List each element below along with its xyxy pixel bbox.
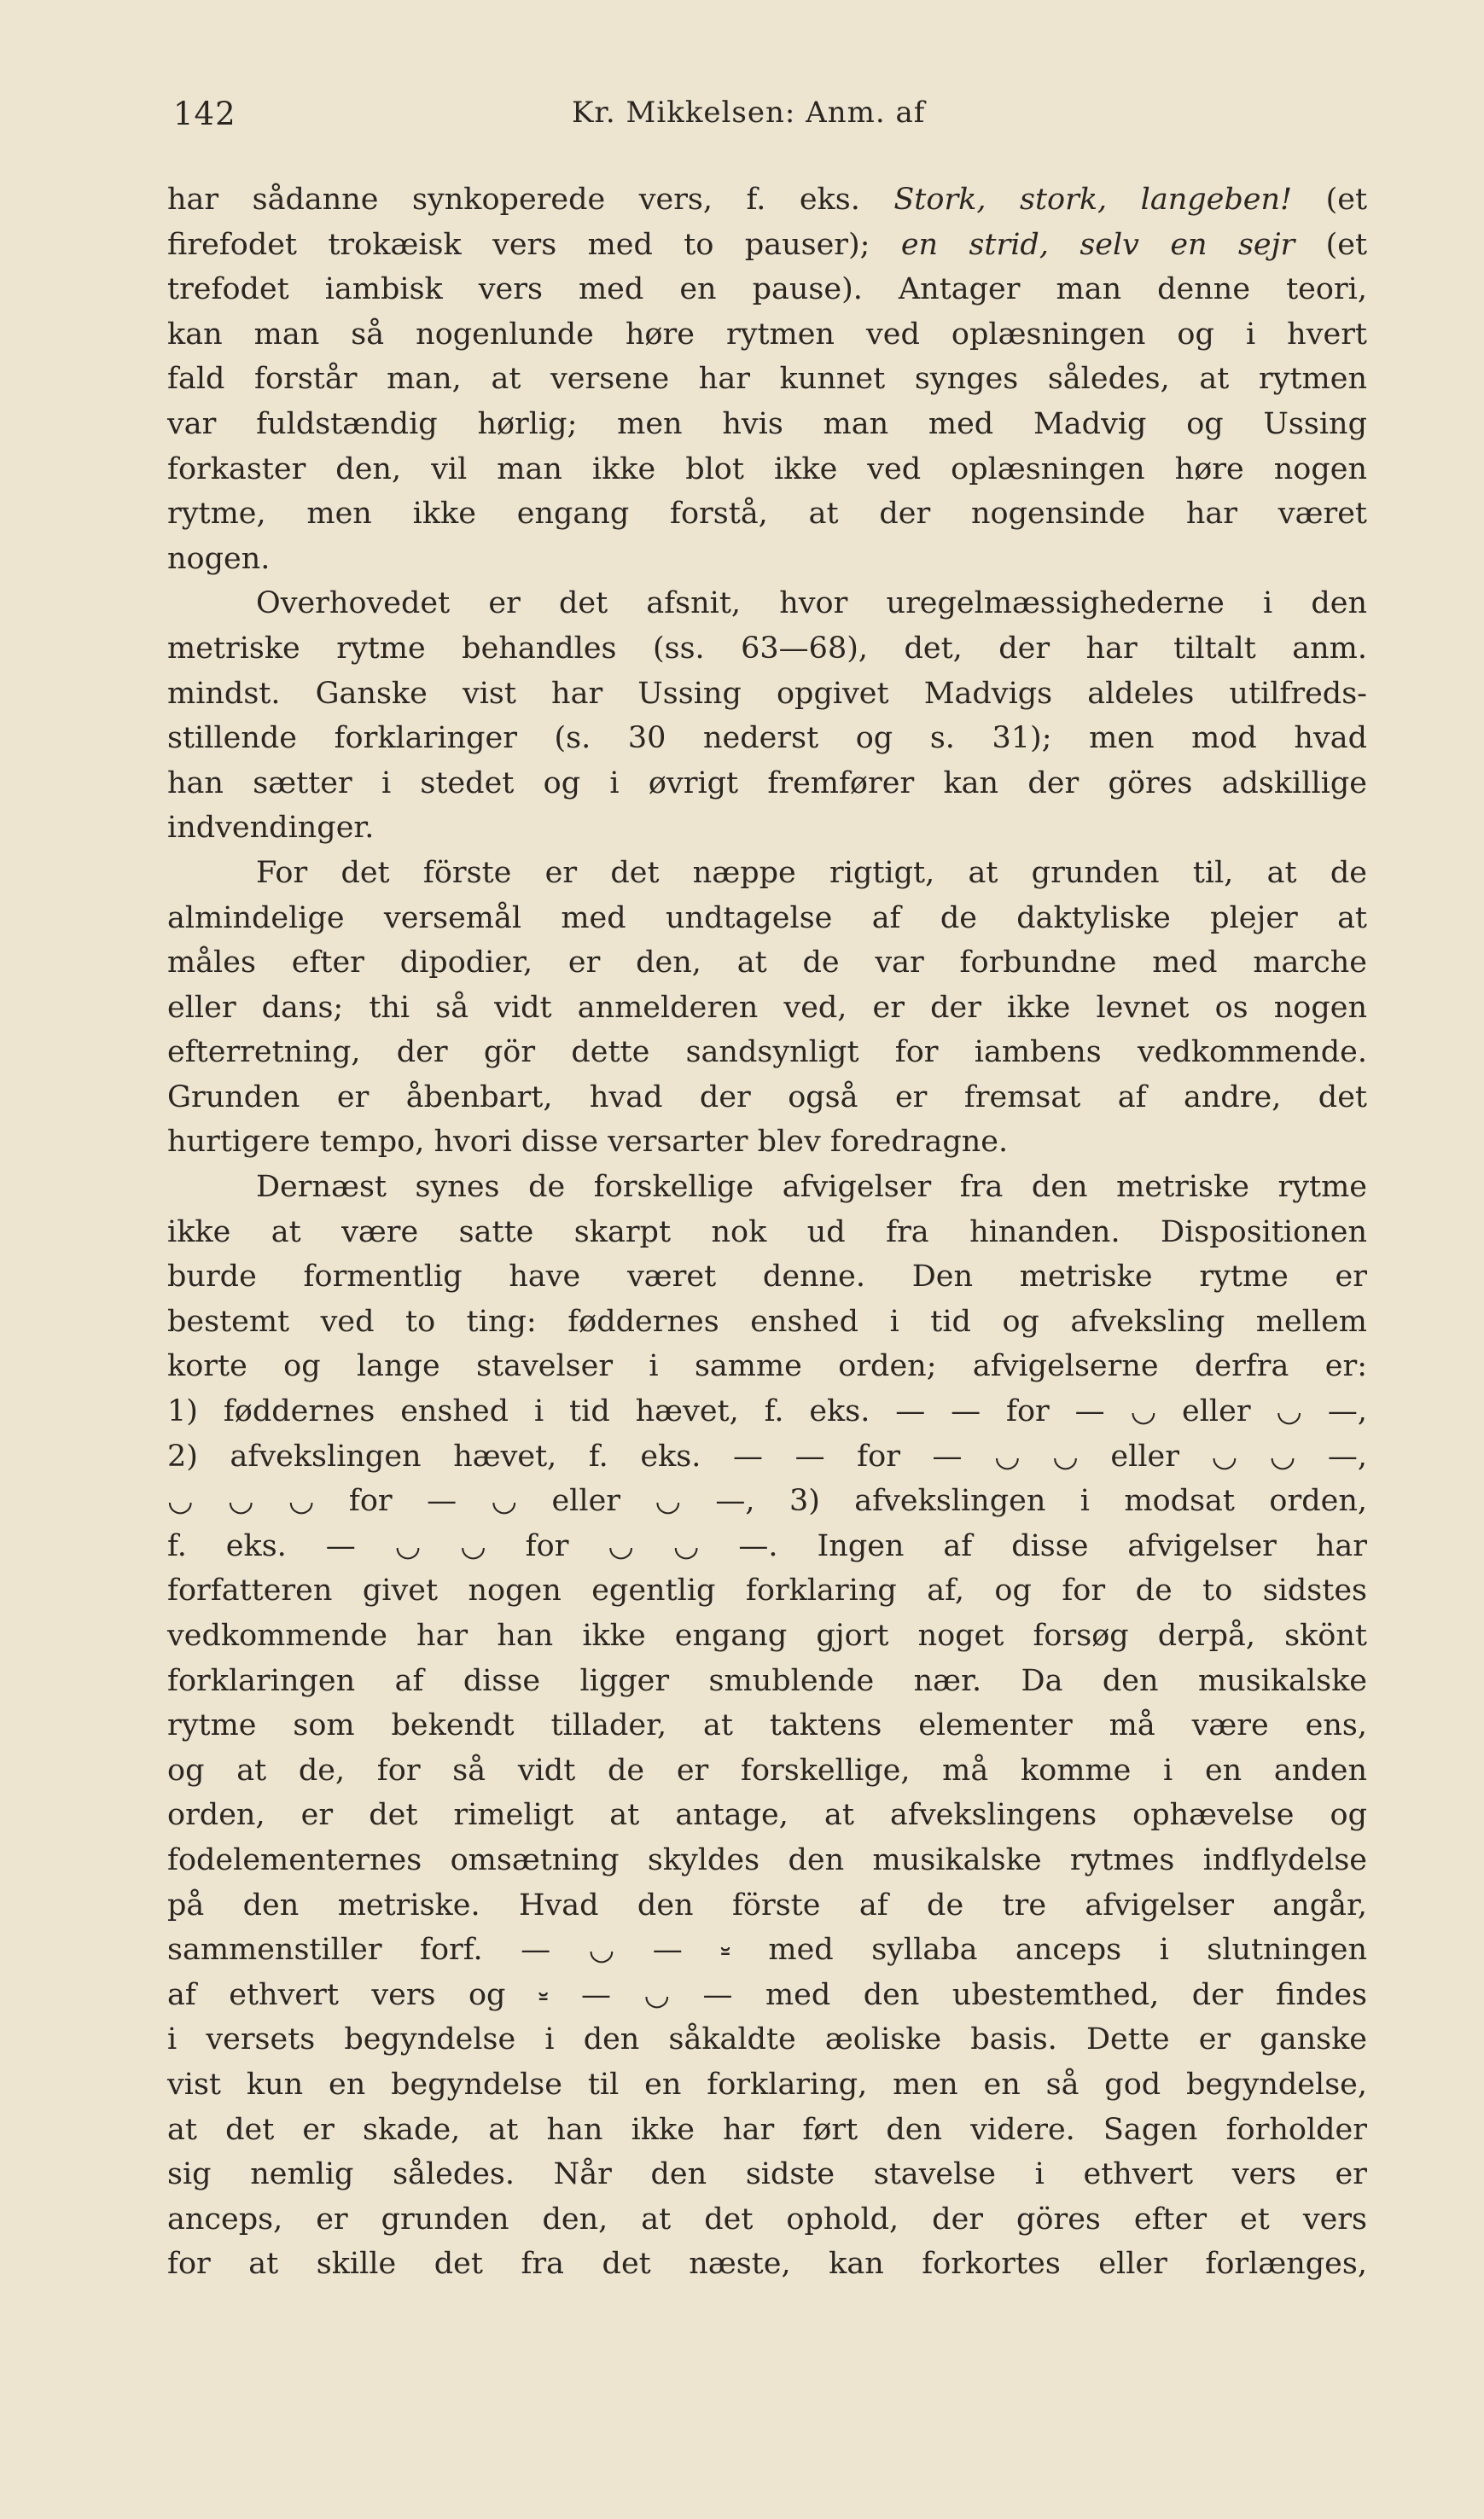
text-line	[167, 851, 1367, 896]
text-line	[167, 1568, 1367, 1614]
text-line	[167, 223, 1367, 268]
text-line	[167, 806, 1367, 851]
text-line	[167, 716, 1367, 761]
text-segment: 1) føddernes enshed i tid hævet, f. eks. — — for — ◡ eller ◡ —,	[167, 1394, 1367, 1429]
text-line	[167, 1524, 1367, 1569]
text-line	[167, 1659, 1367, 1704]
text-line	[167, 1883, 1367, 1929]
text-line	[167, 1703, 1367, 1748]
text-line	[167, 2152, 1367, 2197]
text-line	[167, 2062, 1367, 2108]
text-line	[167, 1344, 1367, 1389]
text-segment: burde formentlig have været denne. Den metriske rytme er	[167, 1260, 1367, 1294]
text-line	[167, 986, 1367, 1031]
text-line	[167, 1614, 1367, 1659]
text-segment: kan man så nogenlunde høre rytmen ved oplæsningen og i hvert	[167, 317, 1367, 352]
text-segment: bestemt ved to ting: føddernes enshed i tid og afveksling mellem	[167, 1304, 1367, 1339]
body-text	[167, 177, 1367, 2287]
text-line	[167, 1479, 1367, 1524]
text-line	[167, 761, 1367, 806]
text-line	[167, 1389, 1367, 1434]
text-segment: at det er skade, at han ikke har ført den videre. Sagen forholder	[167, 2112, 1367, 2147]
text-segment: for at skille det fra det næste, kan forkortes eller forlænges,	[167, 2247, 1367, 2282]
text-segment: indvendinger.	[167, 811, 375, 846]
text-line	[167, 267, 1367, 312]
text-segment: var fuldstændig hørlig; men hvis man med Madvig og Ussing	[167, 406, 1367, 441]
page-number: 142	[173, 96, 236, 132]
text-line	[167, 357, 1367, 402]
text-segment: f. eks. — ◡ ◡ for ◡ ◡ —. Ingen af disse afvigelser har	[167, 1528, 1367, 1563]
text-line	[167, 537, 1367, 582]
text-segment: på den metriske. Hvad den förste af de tre afvigelser angår,	[167, 1888, 1367, 1923]
text-segment: vist kun en begyndelse til en forklaring, men en så god begyndelse,	[167, 2067, 1367, 2102]
text-segment: har sådanne synkoperede vers, f. eks.	[167, 183, 894, 217]
text-segment: Overhovedet er det afsnit, hvor uregelmæssighederne i den	[256, 586, 1367, 621]
text-segment: rytme som bekendt tillader, at taktens elementer må være ens,	[167, 1708, 1367, 1743]
text-line	[167, 1030, 1367, 1075]
text-line	[167, 1928, 1367, 1973]
text-segment: fald forstår man, at versene har kunnet synges således, at rytmen	[167, 362, 1367, 397]
text-segment: af ethvert vers og ⏓ — ◡ — med den ubestemthed, der findes	[167, 1977, 1367, 2012]
text-line	[167, 1793, 1367, 1838]
text-segment: anceps, er grunden den, at det ophold, der göres efter et vers	[167, 2202, 1367, 2237]
text-segment: sig nemlig således. Når den sidste stavelse i ethvert vers er	[167, 2157, 1367, 2192]
text-line	[167, 1165, 1367, 1210]
text-line	[167, 177, 1367, 223]
text-line	[167, 626, 1367, 672]
italic-example-text: en strid, selv en sejr	[900, 227, 1295, 262]
text-segment: ◡ ◡ ◡ for — ◡ eller ◡ —, 3) afvekslingen i modsat orden,	[167, 1484, 1367, 1519]
text-line	[167, 312, 1367, 358]
text-segment: korte og lange stavelser i samme orden; afvigelserne derfra er:	[167, 1349, 1367, 1384]
text-segment: forkaster den, vil man ikke blot ikke ved oplæsningen høre nogen	[167, 451, 1367, 486]
text-line	[167, 1254, 1367, 1300]
text-segment: mindst. Ganske vist har Ussing opgivet Madvigs aldeles utilfreds-	[167, 676, 1367, 711]
italic-example-text: Stork, stork, langeben!	[893, 183, 1293, 217]
text-line	[167, 1973, 1367, 2018]
text-segment: og at de, for så vidt de er forskellige, må komme i en anden	[167, 1753, 1367, 1788]
text-segment: almindelige versemål med undtagelse af de daktyliske plejer at	[167, 900, 1367, 935]
text-segment: han sætter i stedet og i øvrigt fremfører kan der göres adskillige	[167, 765, 1367, 800]
text-line	[167, 1838, 1367, 1883]
text-segment: vedkommende har han ikke engang gjort noget forsøg derpå, skönt	[167, 1619, 1367, 1653]
text-line	[167, 940, 1367, 986]
text-segment: (et	[1295, 227, 1368, 262]
text-segment: metriske rytme behandles (ss. 63—68), det, der har tiltalt anm.	[167, 631, 1367, 666]
text-segment: Grunden er åbenbart, hvad der også er fremsat af andre, det	[167, 1079, 1367, 1114]
text-segment: forklaringen af disse ligger smublende nær. Da den musikalske	[167, 1663, 1367, 1698]
text-segment: hurtigere tempo, hvori disse versarter blev foredragne.	[167, 1125, 1009, 1160]
text-segment: 2) afvekslingen hævet, f. eks. — — for — ◡ ◡ eller ◡ ◡ —,	[167, 1439, 1367, 1474]
text-segment: orden, er det rimeligt at antage, at afvekslingens ophævelse og	[167, 1798, 1367, 1833]
text-line	[167, 1120, 1367, 1165]
text-segment: efterretning, der gör dette sandsynligt for iambens vedkommende.	[167, 1035, 1367, 1070]
text-segment: i versets begyndelse i den såkaldte æoliske basis. Dette er ganske	[167, 2022, 1367, 2057]
page-header	[173, 85, 1368, 137]
text-segment: rytme, men ikke engang forstå, at der nogensinde har været	[167, 497, 1367, 532]
text-line	[167, 2108, 1367, 2153]
running-head: Kr. Mikkelsen: Anm. af	[572, 96, 926, 130]
text-segment: For det förste er det næppe rigtigt, at grunden til, at de	[256, 855, 1367, 890]
text-segment: nogen.	[167, 541, 271, 576]
text-segment: eller dans; thi så vidt anmelderen ved, er der ikke levnet os nogen	[167, 990, 1367, 1025]
text-line	[167, 1434, 1367, 1480]
text-segment: (et	[1292, 183, 1368, 217]
text-line	[167, 896, 1367, 941]
text-line	[167, 492, 1367, 537]
text-segment: fodelementernes omsætning skyldes den musikalske rytmes indflydelse	[167, 1842, 1367, 1877]
text-segment: måles efter dipodier, er den, at de var forbundne med marche	[167, 945, 1367, 980]
text-line	[167, 2017, 1367, 2062]
text-segment: stillende forklaringer (s. 30 nederst og s. 31); men mod hvad	[167, 721, 1367, 756]
text-line	[167, 1300, 1367, 1345]
text-segment: Dernæst synes de forskellige afvigelser fra den metriske rytme	[256, 1170, 1367, 1205]
text-line	[167, 581, 1367, 626]
text-segment: sammenstiller forf. — ◡ — ⏓ med syllaba anceps i slutningen	[167, 1933, 1367, 1968]
text-line	[167, 2197, 1367, 2243]
text-line	[167, 1210, 1367, 1255]
text-segment: firefodet trokæisk vers med to pauser);	[167, 227, 901, 262]
text-line	[167, 447, 1367, 492]
text-segment: forfatteren givet nogen egentlig forklaring af, og for de to sidstes	[167, 1574, 1367, 1609]
text-line	[167, 1075, 1367, 1120]
text-line	[167, 402, 1367, 447]
text-segment: ikke at være satte skarpt nok ud fra hinanden. Dispositionen	[167, 1214, 1367, 1249]
text-line	[167, 672, 1367, 717]
text-line	[167, 1748, 1367, 1794]
text-line	[167, 2242, 1367, 2287]
text-segment: trefodet iambisk vers med en pause). Antager man denne teori,	[167, 272, 1367, 307]
